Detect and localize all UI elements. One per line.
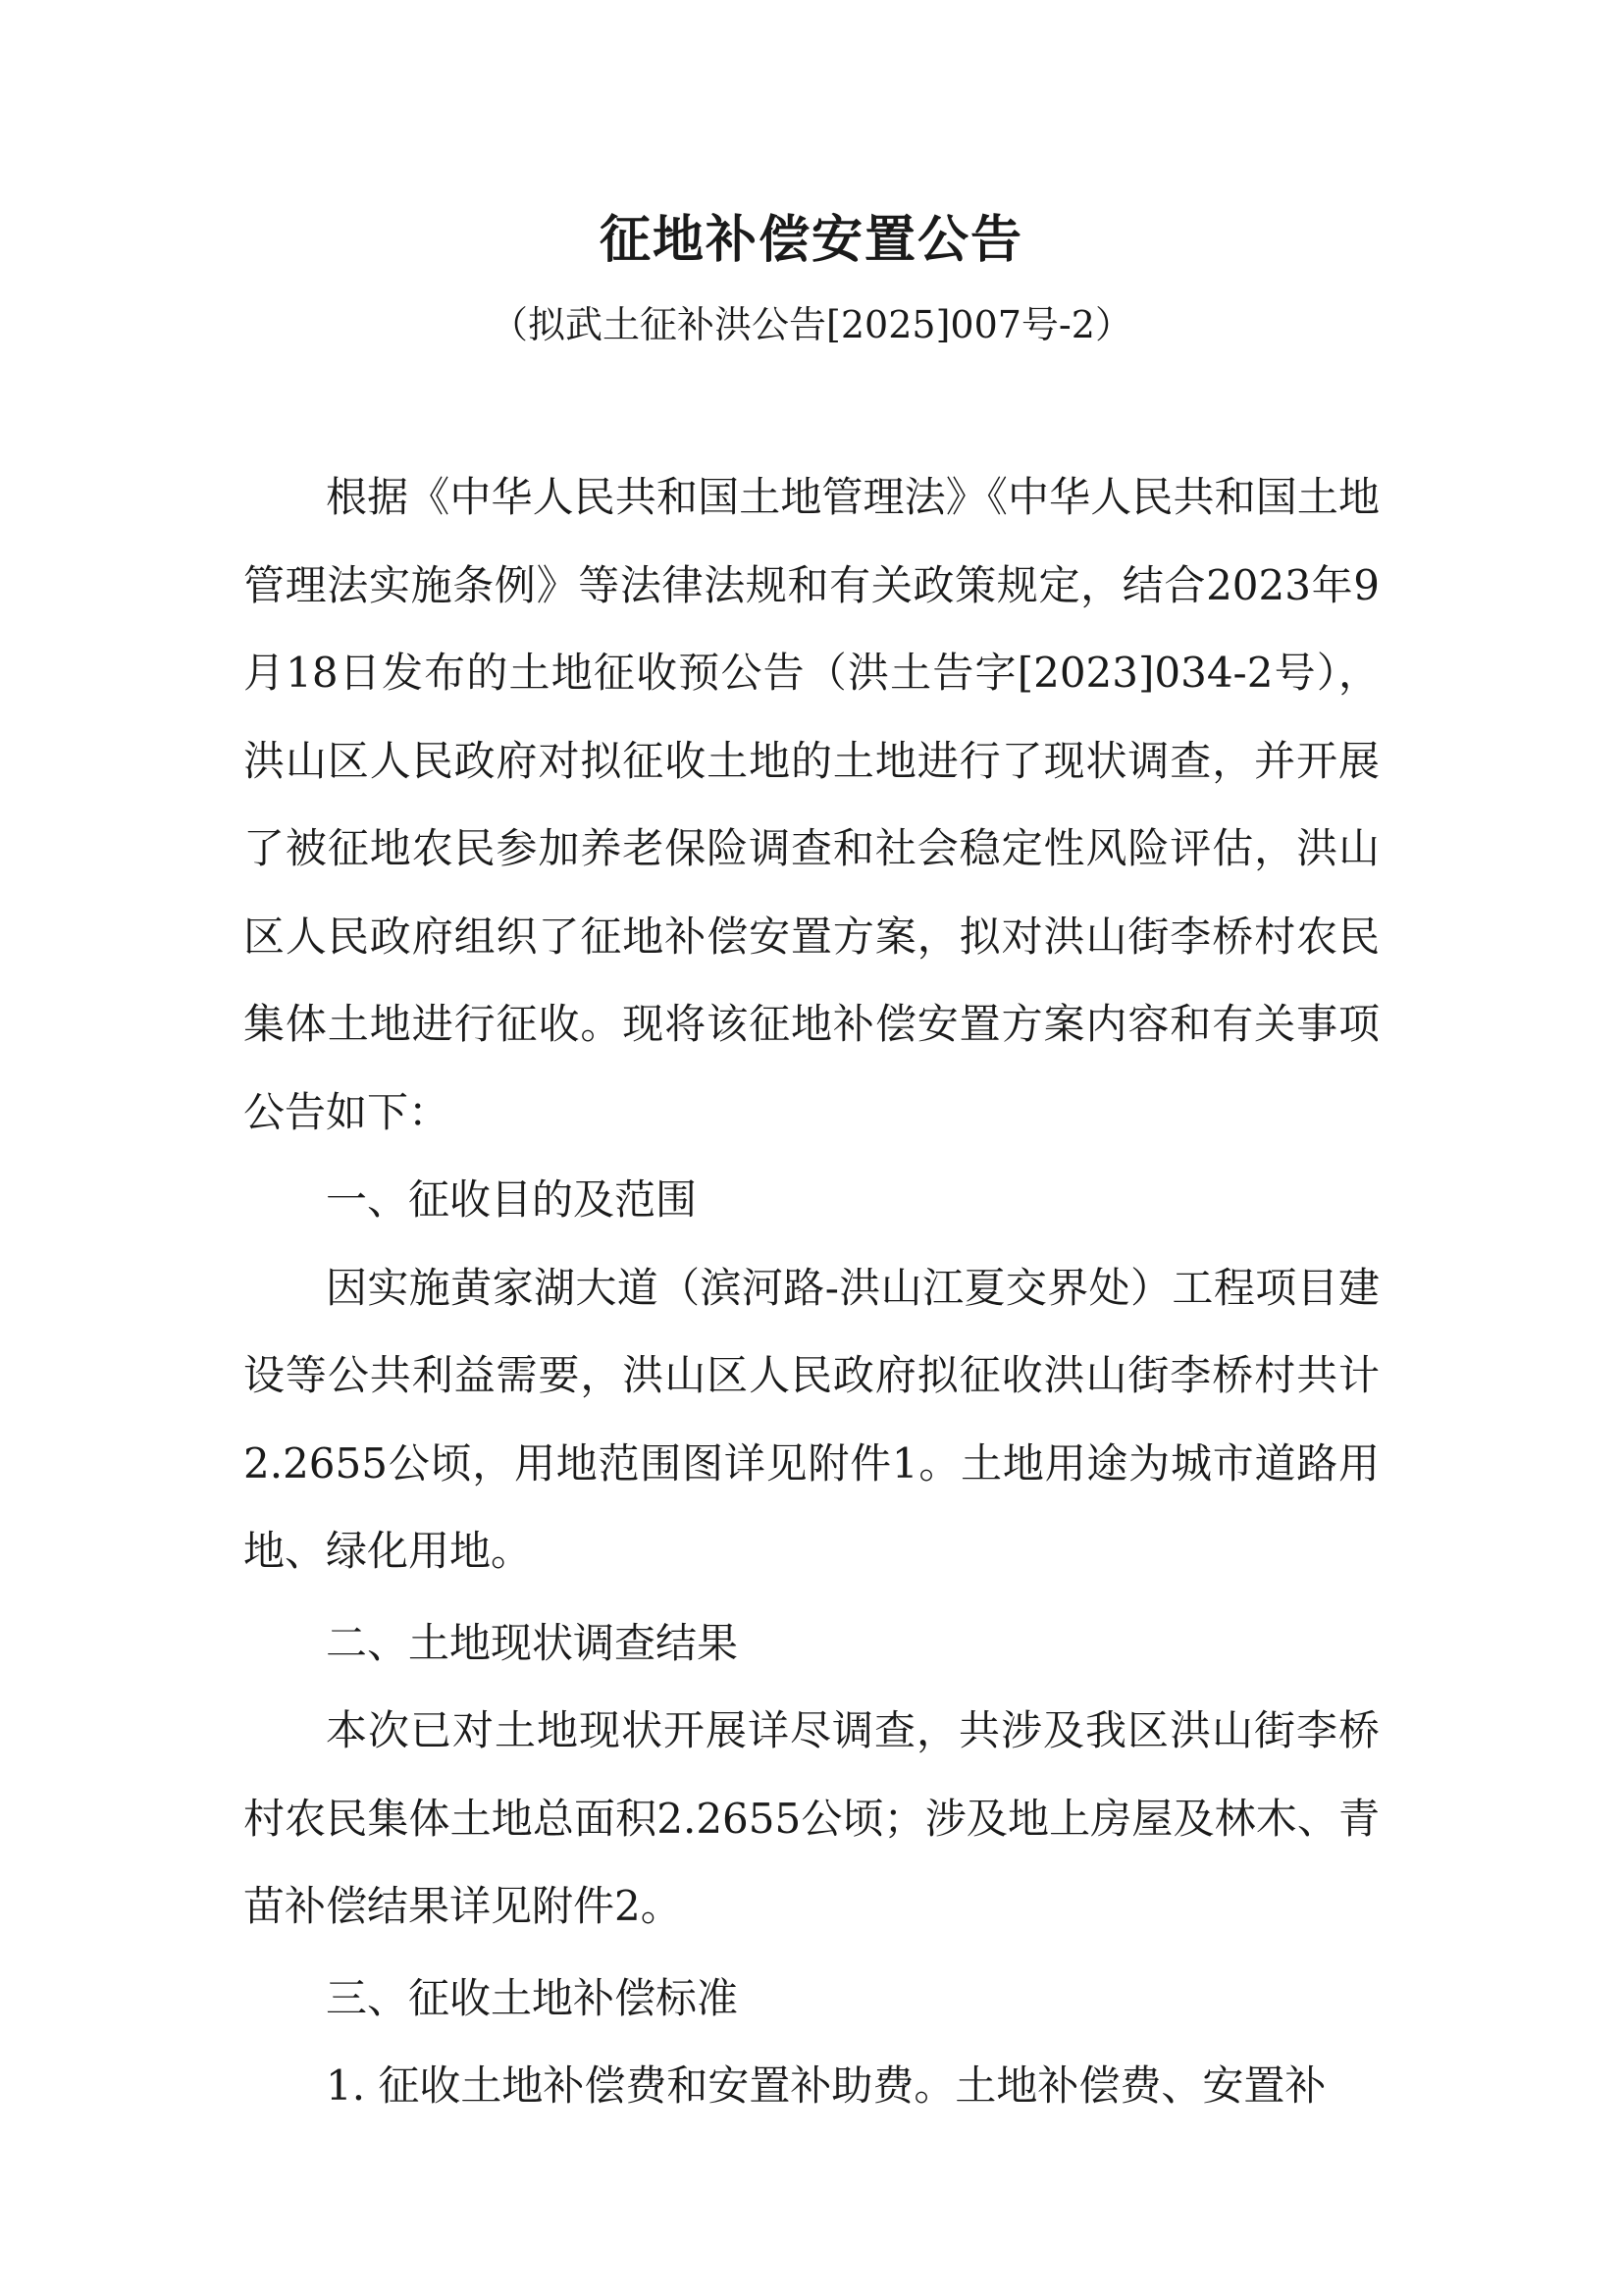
section-heading-3: 三、征收土地补偿标准 <box>326 1973 739 2022</box>
document-number: （拟武土征补洪公告[2025]007号-2） <box>491 303 1132 346</box>
intro-paragraph: 根据《中华人民共和国土地管理法》《中华人民共和国土地管理法实施条例》等法律法规和有关政策规定，结合2023年9月18日发布的土地征收预公告（洪土告字[2023]034-2号），洪山区人民政府对拟征收土地的土地进行了现状调查，并开展了被征地农民参加养老保险调查和社会稳定性风险评估，洪山区人民政府组织了征地补偿安置方案，拟对洪山街李桥村农民集体土地进行征收。现将该征地补偿安置方案内容和有关事项公告如下： <box>243 473 1380 1136</box>
document-body <box>243 453 1380 2130</box>
section-paragraph-3: 1. 征收土地补偿费和安置补助费。土地补偿费、安置补 <box>326 2061 1327 2110</box>
section-heading-2: 二、土地现状调查结果 <box>326 1618 739 1667</box>
section-paragraph-2: 本次已对土地现状开展详尽调查，共涉及我区洪山街李桥村农民集体土地总面积2.2655公顷；涉及地上房屋及林木、青苗补偿结果详见附件2。 <box>243 1706 1380 1930</box>
section-heading-1: 一、征收目的及范围 <box>326 1175 698 1224</box>
document-title: 征地补偿安置公告 <box>599 211 1023 270</box>
section-paragraph-1: 因实施黄家湖大道（滨河路-洪山江夏交界处）工程项目建设等公共利益需要，洪山区人民政府拟征收洪山街李桥村共计2.2655公顷，用地范围图详见附件1。土地用途为城市道路用地、绿化用地。 <box>243 1263 1380 1575</box>
